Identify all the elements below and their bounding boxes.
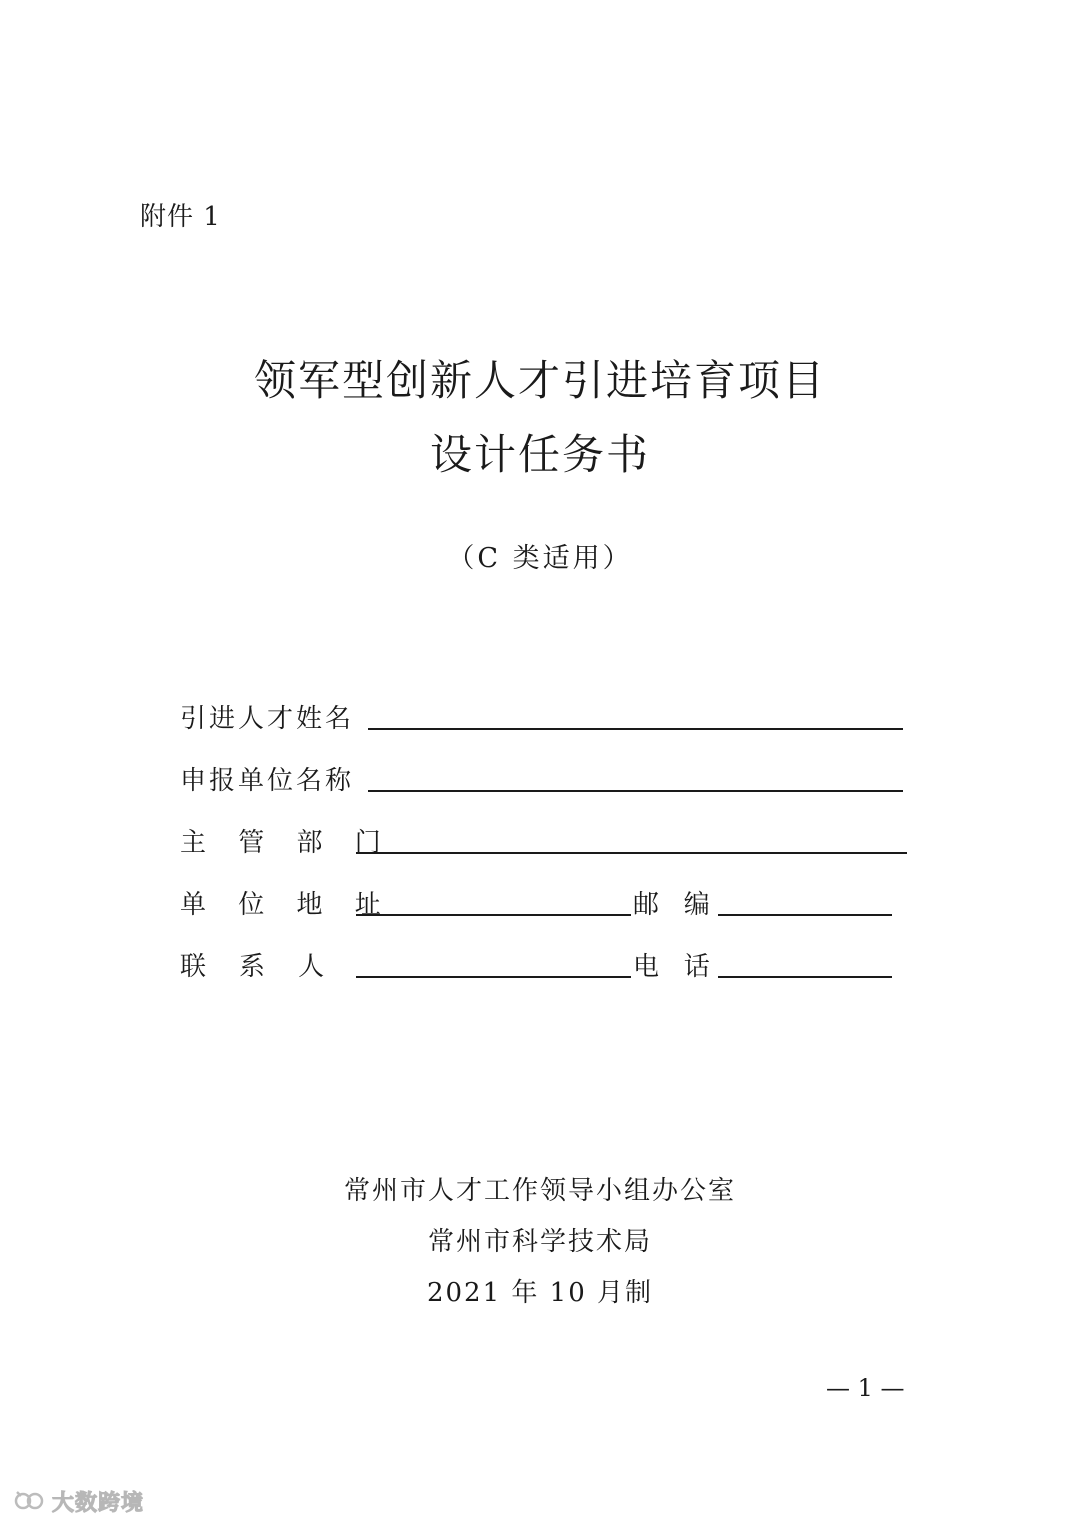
- issuing-org-2: 常州市科学技术局: [427, 1227, 652, 1257]
- attachment-label: 附件 1: [140, 202, 221, 232]
- issuing-org-1: 常州市人才工作领导小组办公室: [343, 1176, 736, 1206]
- postcode-line[interactable]: [718, 884, 892, 916]
- postcode-label: 邮 编: [633, 890, 710, 920]
- department-label: 主 管 部 门: [180, 828, 393, 858]
- unit-name-label: 申报单位名称: [180, 766, 355, 796]
- unit-name-line[interactable]: [368, 760, 903, 792]
- watermark: [14, 1486, 144, 1516]
- talent-name-label: 引进人才姓名: [180, 704, 355, 734]
- address-line[interactable]: [356, 884, 631, 916]
- phone-line[interactable]: [718, 946, 892, 978]
- dashu-logo-icon: [14, 1488, 44, 1514]
- department-line[interactable]: [356, 822, 907, 854]
- contact-line[interactable]: [356, 946, 631, 978]
- document-subtitle: （C 类适用）: [447, 543, 633, 574]
- contact-label: 联 系 人: [180, 952, 325, 982]
- page-number: — 1 —: [826, 1374, 905, 1402]
- issue-date: 2021 年 10 月制: [426, 1278, 654, 1308]
- document-title-line2: 设计任务书: [429, 430, 650, 479]
- phone-label: 电 话: [633, 952, 710, 982]
- watermark-text: 大数跨境: [52, 1490, 145, 1516]
- address-label: 单 位 地 址: [180, 890, 393, 920]
- talent-name-line[interactable]: [368, 698, 903, 730]
- document-title-line1: 领军型创新人才引进培育项目: [253, 356, 826, 405]
